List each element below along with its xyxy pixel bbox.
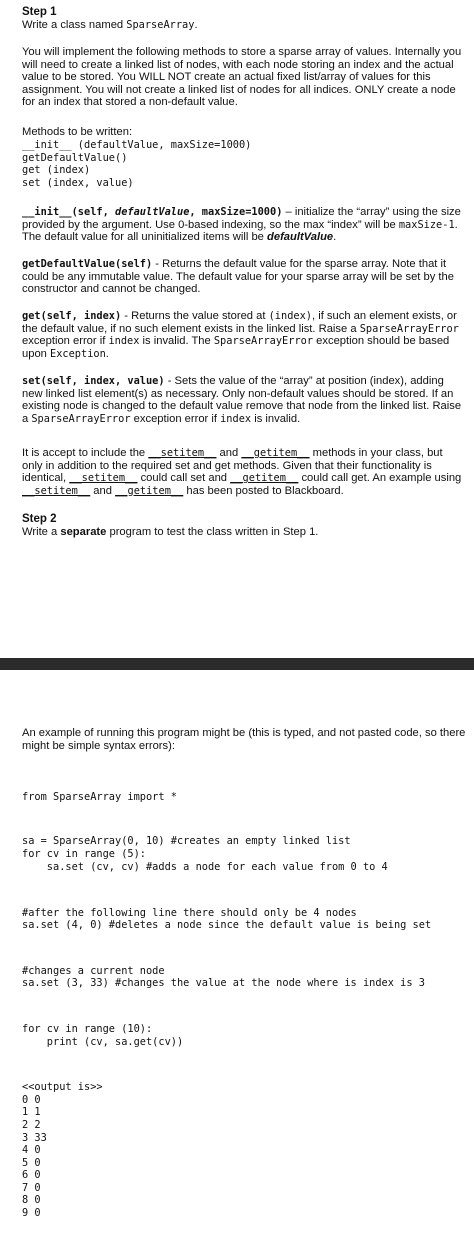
example-intro: An example of running this program might be (this is typed, and not pasted code, so there might be simple syntax errors): — [22, 727, 466, 752]
init-description — [22, 206, 466, 244]
code-line: #after the following line there should only be 4 nodes — [22, 906, 357, 919]
get-code: index — [108, 335, 140, 348]
output-group — [22, 1081, 466, 1220]
get-text: exception should be based upon — [22, 335, 450, 360]
output-line: <<output is>> — [22, 1081, 103, 1094]
get-text: . — [105, 347, 109, 360]
step1-task-period: . — [194, 19, 198, 31]
output-line: 5 0 — [22, 1156, 41, 1169]
get-signature: get(self, index) — [22, 310, 122, 322]
accept-text: and — [90, 484, 116, 497]
accept-code: __getitem__ — [115, 484, 184, 497]
output-line: 4 0 — [22, 1144, 41, 1157]
step2-text: program to test the class written in Step 1. — [106, 526, 319, 538]
accept-text: It is accept to include the — [22, 447, 149, 459]
accept-description — [22, 447, 466, 497]
code-group — [22, 965, 466, 998]
get-text: , if such an element exists, or the default value, if no such element exists in the linked list. Raise a — [22, 310, 457, 335]
code-line: for cv in range (5): — [22, 847, 146, 860]
get-code: Exception — [50, 347, 106, 360]
step1-intro: You will implement the following methods to store a sparse array of values. Internally you will need to create a linked list of nodes, with each node storing an index and the actual value to be stored. You WILL NOT create an actual fixed list/array of values for this assignment. You will not create a linked list of nodes for all indices. ONLY create a node for an index that stored a non-default value. — [22, 46, 462, 109]
methods-list-item: getDefaultValue() — [22, 151, 128, 164]
set-text: - Sets the value of the “array” at position (index), adding new linked list element(s) as necessary. Only non-default values should be stored. If an existing node is changed to the default value remove that node from the linked list. Raise a — [22, 375, 462, 425]
step1-class-name: SparseArray — [126, 19, 195, 31]
output-line: 3 33 — [22, 1131, 47, 1144]
code-line: from SparseArray import * — [22, 791, 177, 804]
init-text: – initialize the “array” using the size provided by the argument. Use 0-based indexing, so the max “index” will be — [22, 206, 461, 231]
getdefault-text: - Returns the default value for the sparse array. Note that it could be any immutable value. The default value for your sparse array will be set by the constructor and cannot be changed. — [22, 258, 454, 296]
set-text: exception error if — [130, 412, 221, 425]
output-line: 9 0 — [22, 1207, 41, 1220]
step2-text: Write a — [22, 526, 61, 538]
init-code: maxSize-1 — [398, 218, 455, 231]
accept-text: has been posted to Blackboard. — [183, 484, 344, 497]
accept-code: __getitem__ — [230, 472, 299, 485]
set-code: SparseArrayError — [31, 412, 131, 425]
code-group — [22, 835, 466, 881]
init-text: . The default value for all uninitialized items will be — [22, 218, 458, 244]
getdefault-description — [22, 258, 466, 296]
accept-text: methods in your class, but only in addition to the required set and get methods. Given that their functionality is identical, — [22, 447, 443, 485]
step2-emphasis: separate — [60, 526, 107, 538]
step1-heading: Step 1 — [22, 6, 57, 18]
methods-list-item: get (index) — [22, 164, 91, 177]
init-signature-b: defaultValue — [115, 206, 190, 218]
code-line: sa = SparseArray(0, 10) #creates an empty linked list — [22, 835, 351, 848]
get-text: - Returns the value stored at — [121, 310, 269, 322]
get-code: SparseArrayError — [359, 322, 459, 335]
output-line: 7 0 — [22, 1181, 41, 1194]
set-code: index — [220, 412, 252, 425]
output-line: 1 1 — [22, 1106, 41, 1119]
init-signature-c: , maxSize=1000) — [189, 206, 283, 218]
accept-text: could call set and — [137, 472, 231, 485]
accept-code: __setitem__ — [69, 472, 138, 485]
code-line: sa.set (4, 0) #deletes a node since the default value is being set — [22, 919, 432, 932]
methods-list-item: __init__ (defaultValue, maxSize=1000) — [22, 139, 252, 151]
output-line: 0 0 — [22, 1093, 41, 1106]
accept-text: could call get. An example using — [298, 472, 462, 485]
output-line: 2 2 — [22, 1118, 41, 1131]
get-text: is invalid. The — [139, 335, 214, 348]
page-separator — [0, 658, 474, 670]
step2-heading: Step 2 — [22, 513, 57, 525]
get-code: SparseArrayError — [213, 335, 314, 348]
accept-code: __setitem__ — [148, 447, 217, 459]
accept-text: and — [216, 447, 242, 459]
set-text: is invalid. — [251, 412, 301, 425]
code-line: sa.set (3, 33) #changes the value at the node where is index is 3 — [22, 977, 425, 990]
code-group — [22, 1023, 466, 1056]
step1-task-text: Write a class named — [22, 19, 127, 31]
step2-task — [22, 526, 466, 539]
accept-code: __getitem__ — [241, 447, 310, 459]
set-signature: set(self, index, value) — [22, 375, 165, 387]
methods-heading: Methods to be written: — [22, 126, 133, 138]
get-description — [22, 310, 466, 360]
step1-task — [22, 19, 466, 32]
output-line: 6 0 — [22, 1169, 41, 1182]
accept-code: __setitem__ — [22, 484, 91, 497]
code-line: for cv in range (10): — [22, 1022, 153, 1035]
get-text: exception error if — [22, 335, 109, 348]
output-line: 8 0 — [22, 1194, 41, 1207]
init-text: . — [333, 231, 337, 244]
code-line: print (cv, sa.get(cv)) — [22, 1035, 184, 1048]
methods-list — [22, 139, 466, 189]
methods-list-item: set (index, value) — [22, 176, 134, 189]
example-code — [22, 766, 466, 1245]
init-emphasis: defaultValue — [267, 231, 334, 244]
getdefault-signature: getDefaultValue(self) — [22, 258, 153, 270]
code-group — [22, 907, 466, 940]
code-line: #changes a current node — [22, 964, 165, 977]
set-description — [22, 375, 466, 425]
code-line: sa.set (cv, cv) #adds a node for each value from 0 to 4 — [22, 860, 388, 873]
code-group — [22, 791, 466, 810]
document-page-2 — [0, 670, 474, 1220]
init-signature-a: __init__(self, — [22, 206, 115, 218]
get-code: (index) — [268, 310, 312, 322]
